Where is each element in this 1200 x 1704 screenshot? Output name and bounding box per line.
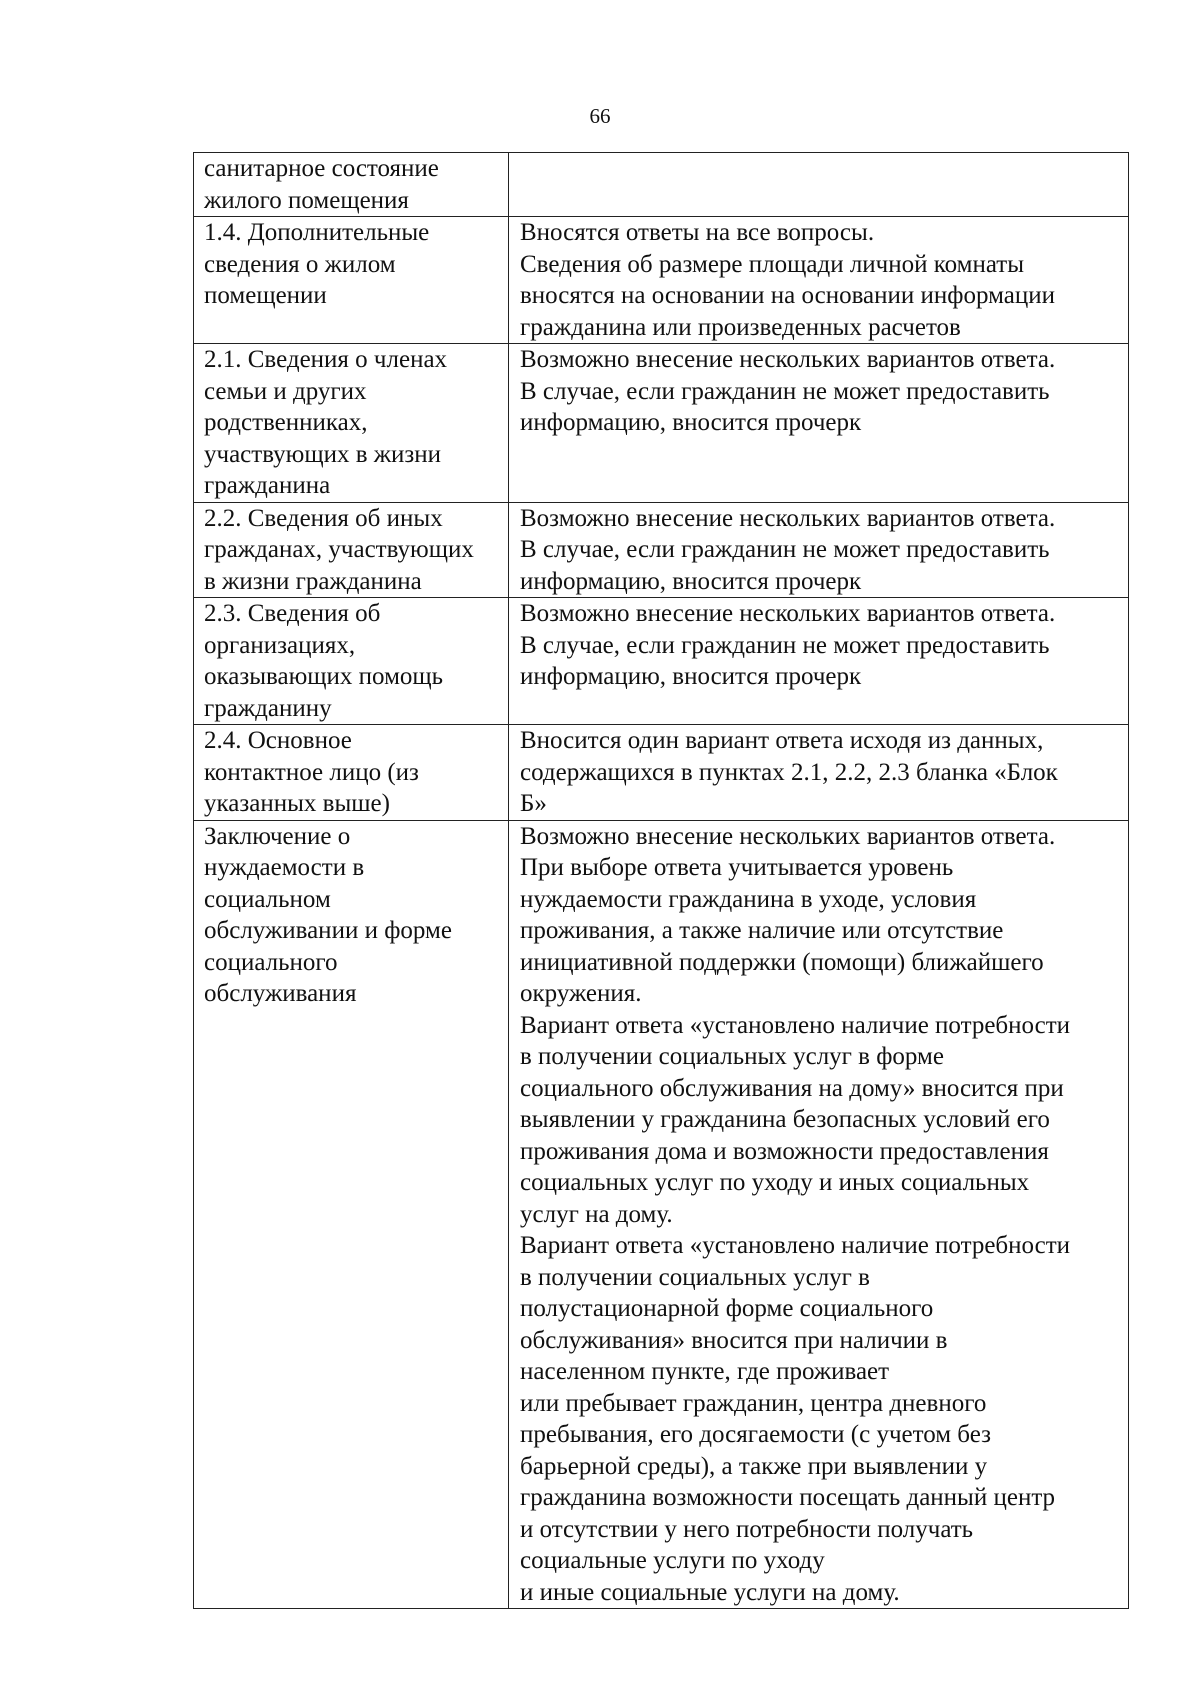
section-name-line: в жизни гражданина: [204, 567, 422, 595]
instruction-line: Возможно внесение нескольких вариантов ответа.: [520, 822, 1056, 850]
section-name-cell: [194, 344, 509, 503]
instruction-line: и отсутствии у него потребности получать: [520, 1515, 974, 1543]
instruction-line: Возможно внесение нескольких вариантов ответа.: [520, 346, 1056, 373]
section-name-line: жилого помещения: [204, 186, 409, 214]
section-name-line: обслуживании и форме: [204, 917, 452, 944]
instruction-line: Б»: [520, 790, 547, 817]
instruction-cell: [509, 725, 1129, 821]
instruction-line: или пребывает гражданин, центра дневного: [520, 1389, 987, 1417]
instruction-line: нуждаемости гражданина в уходе, условия: [520, 885, 977, 913]
table-row: [194, 502, 1129, 598]
instruction-line: и иные социальные услуги на дому.: [520, 1578, 900, 1606]
instruction-line: проживания, а также наличие или отсутствие: [520, 917, 1004, 944]
section-name-line: указанных выше): [204, 790, 390, 817]
table-body: [194, 153, 1129, 1609]
page-number: 66: [589, 104, 611, 128]
instruction-line: содержащихся в пунктах 2.1, 2.2, 2.3 бланка «Блок: [520, 758, 1058, 786]
instruction-line: гражданина возможности посещать данный центр: [520, 1484, 1056, 1511]
instruction-line: проживания дома и возможности предоставления: [520, 1137, 1049, 1165]
section-name-line: семьи и других: [204, 377, 367, 405]
section-name-line: оказывающих помощь: [204, 663, 444, 690]
instruction-line: В случае, если гражданин не может предоставить: [520, 631, 1050, 659]
instruction-line: Вносятся ответы на все вопросы.: [520, 219, 875, 246]
section-name-line: 2.4. Основное: [204, 727, 352, 754]
section-name-cell: [194, 820, 509, 1609]
section-name-line: родственниках,: [204, 409, 368, 436]
section-name-line: социального: [204, 948, 338, 976]
instruction-line: социальные услуги по уходу: [520, 1547, 825, 1574]
section-name-line: организациях,: [204, 631, 356, 659]
section-name-cell: [194, 153, 509, 217]
instruction-line: выявлении у гражданина безопасных условий его: [520, 1106, 1050, 1133]
section-name-cell: [194, 217, 509, 344]
instruction-line: полустационарной форме социального: [520, 1295, 934, 1322]
instruction-line: пребывания, его досягаемости (с учетом без: [520, 1421, 991, 1448]
instruction-line: информацию, вносится прочерк: [520, 663, 862, 690]
instruction-line: Возможно внесение нескольких вариантов ответа.: [520, 600, 1056, 627]
instruction-line: инициативной поддержки (помощи) ближайшего: [520, 948, 1044, 976]
instruction-line: При выборе ответа учитывается уровень: [520, 854, 954, 881]
section-name-line: социальном: [204, 885, 331, 913]
section-name-line: гражданах, участвующих: [204, 536, 474, 563]
instruction-line: В случае, если гражданин не может предоставить: [520, 536, 1050, 563]
table-row: [194, 217, 1129, 344]
instruction-cell: [509, 598, 1129, 725]
section-name-line: Заключение о: [204, 822, 351, 850]
instruction-line: Вариант ответа «установлено наличие потребности: [520, 1232, 1071, 1259]
instruction-line: Вариант ответа «установлено наличие потребности: [520, 1011, 1071, 1039]
instruction-line: социального обслуживания на дому» вносится при: [520, 1074, 1064, 1102]
instruction-line: обслуживания» вносится при наличии в: [520, 1326, 948, 1354]
section-name-line: гражданина: [204, 472, 331, 499]
section-name-line: обслуживания: [204, 980, 357, 1007]
instruction-line: В случае, если гражданин не может предоставить: [520, 377, 1050, 405]
instruction-line: вносятся на основании на основании информации: [520, 282, 1055, 309]
section-name-line: 2.3. Сведения об: [204, 600, 381, 627]
section-name-line: нуждаемости в: [204, 854, 365, 881]
instruction-line: окружения.: [520, 980, 642, 1007]
section-name-line: сведения о жилом: [204, 250, 396, 278]
instruction-line: в получении социальных услуг в форме: [520, 1043, 944, 1070]
instruction-cell: [509, 344, 1129, 503]
document-table: [193, 152, 1129, 1609]
table-row: [194, 725, 1129, 821]
instruction-cell: [509, 502, 1129, 598]
section-name-cell: [194, 598, 509, 725]
table-row: [194, 153, 1129, 217]
table-row: [194, 344, 1129, 503]
instruction-line: социальных услуг по уходу и иных социальных: [520, 1169, 1030, 1196]
instruction-cell: [509, 820, 1129, 1609]
section-name-line: участвующих в жизни: [204, 440, 442, 468]
instruction-line: в получении социальных услуг в: [520, 1263, 870, 1291]
table-row: [194, 598, 1129, 725]
section-name-line: контактное лицо (из: [204, 758, 419, 786]
instruction-line: населенном пункте, где проживает: [520, 1358, 890, 1385]
section-name-line: 2.1. Сведения о членах: [204, 346, 448, 373]
instruction-line: информацию, вносится прочерк: [520, 409, 862, 436]
table-row: [194, 820, 1129, 1609]
section-name-line: гражданину: [204, 694, 332, 722]
section-name-cell: [194, 725, 509, 821]
section-name-line: 1.4. Дополнительные: [204, 219, 430, 246]
instruction-line: Вносится один вариант ответа исходя из данных,: [520, 727, 1044, 754]
instruction-line: информацию, вносится прочерк: [520, 567, 862, 595]
instruction-line: барьерной среды), а также при выявлении у: [520, 1452, 988, 1480]
instruction-cell: [509, 217, 1129, 344]
instruction-cell: [509, 153, 1129, 217]
instruction-line: Возможно внесение нескольких вариантов ответа.: [520, 504, 1056, 532]
section-name-line: 2.2. Сведения об иных: [204, 504, 443, 532]
instruction-line: Сведения об размере площади личной комнаты: [520, 250, 1025, 278]
section-name-line: помещении: [204, 282, 327, 309]
instruction-line: услуг на дому.: [520, 1200, 673, 1228]
instruction-line: гражданина или произведенных расчетов: [520, 313, 961, 341]
section-name-line: санитарное состояние: [204, 155, 439, 182]
section-name-cell: [194, 502, 509, 598]
